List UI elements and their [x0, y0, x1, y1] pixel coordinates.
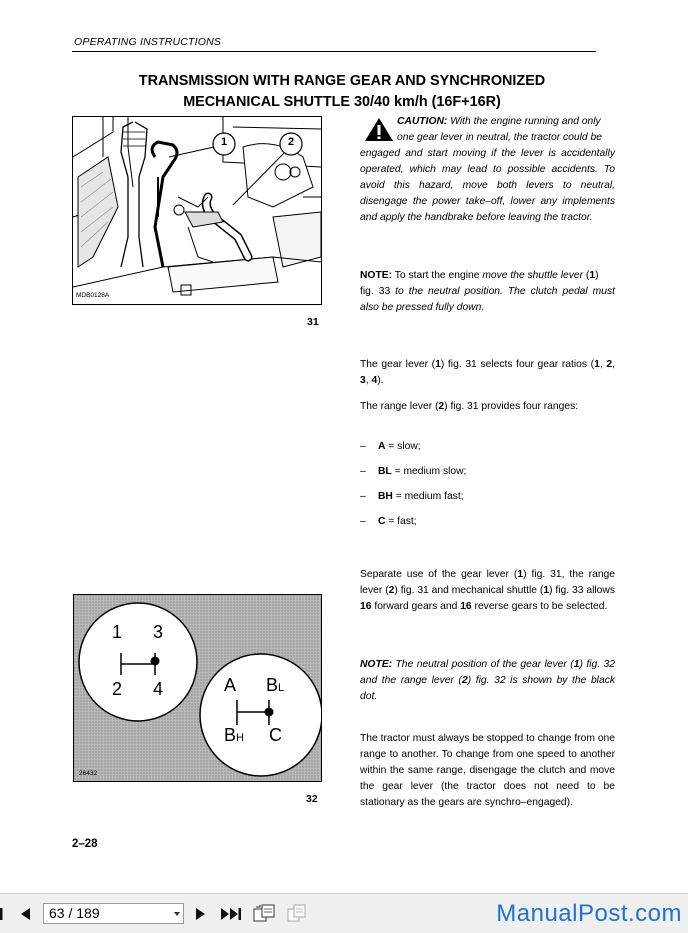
page-title — [72, 71, 612, 113]
figure-32-number: 32 — [306, 793, 318, 805]
warning-triangle-icon — [364, 117, 394, 142]
pages-view-icon — [253, 904, 277, 924]
range-label-b2: B — [224, 725, 237, 745]
first-page-button[interactable] — [0, 906, 6, 922]
figure-31-illustration — [72, 116, 322, 305]
previous-page-button[interactable] — [17, 906, 33, 922]
list-item: – BL = medium slow; — [360, 466, 467, 477]
page-number: 2–28 — [72, 838, 98, 850]
range-label-a: A — [224, 675, 237, 695]
page-view-icon — [286, 904, 308, 924]
caution-text-2: one gear lever in neutral, the tractor could be — [397, 132, 602, 143]
range-label-bh — [224, 725, 244, 746]
first-page-icon — [0, 906, 6, 922]
range-label-c: C — [269, 725, 282, 745]
continuous-view-button[interactable] — [253, 904, 277, 924]
para-gear-lever: The gear lever (1) fig. 31 selects four gear ratios (1, 2, 3, 4). — [360, 359, 615, 386]
caution-text-rest: engaged and start moving if the lever is accidentally operated, which may lead to possible accidents. To avoid this hazard, move both levers to neutral, disengage the power take–off, lower any implements and apply the handbrake before leaving the tractor. — [360, 148, 615, 223]
title-line-2: MECHANICAL SHUTTLE 30/40 km/h (16F+16R) — [183, 94, 501, 110]
gear-label-1: 1 — [112, 622, 123, 642]
note-shuttle: NOTE: To start the engine move the shuttle lever (1) fig. 33 to the neutral position. The clutch pedal must also be pressed fully down. — [360, 270, 615, 313]
last-page-icon — [220, 906, 242, 922]
section-header: OPERATING INSTRUCTIONS — [74, 36, 222, 48]
next-page-button[interactable] — [193, 906, 209, 922]
list-item: – BH = medium fast; — [360, 491, 464, 502]
title-line-1: TRANSMISSION WITH RANGE GEAR AND SYNCHRONIZED — [138, 73, 546, 89]
gear-label-3: 3 — [153, 622, 164, 642]
range-label-b: B — [266, 675, 279, 695]
callout-2: 2 — [287, 136, 295, 148]
para-range-lever: The range lever (2) fig. 31 provides four ranges: — [360, 401, 579, 412]
page-select[interactable] — [43, 903, 184, 924]
range-label-bh-sub: H — [236, 732, 244, 744]
list-item: – C = fast; — [360, 516, 417, 527]
note-neutral-position: NOTE: The neutral position of the gear lever (1) fig. 32 and the range lever (2) fig. 32 is shown by the black dot. — [360, 659, 615, 702]
figure-32-code: 26432 — [79, 770, 98, 777]
range-label-bl — [266, 675, 284, 696]
figure-32-shift-diagram — [73, 594, 322, 782]
single-page-view-button[interactable] — [286, 904, 308, 924]
page-indicator: 63 / 189 — [49, 905, 100, 921]
para-range-change: The tractor must always be stopped to change from one range to another. To change from one speed to another within the same range, disengage the clutch and move the gear lever (the tractor does not need to be stationary as the gears are synchro–engaged). — [360, 733, 615, 808]
last-page-button[interactable] — [220, 906, 242, 922]
range-label-bl-sub: L — [278, 682, 285, 694]
chevron-down-icon — [174, 912, 180, 916]
next-page-icon — [193, 906, 209, 922]
figure-code: MDB0128A — [76, 292, 110, 299]
caution-text-1: With the engine running and only — [447, 116, 601, 127]
caution-label: CAUTION: — [397, 116, 448, 127]
para-separate-use: Separate use of the gear lever (1) fig. 31, the range lever (2) fig. 31 and mechanical shuttle (1) fig. 33 allows 16 forward gears and 16 reverse gears to be selected. — [360, 569, 615, 612]
gear-label-4: 4 — [153, 679, 164, 699]
header-rule — [72, 51, 596, 52]
callout-1: 1 — [220, 136, 228, 148]
figure-31-number: 31 — [307, 316, 319, 328]
list-item: – A = slow; — [360, 441, 421, 452]
previous-page-icon — [17, 906, 33, 922]
site-brand-logo[interactable]: ManualPost.com — [496, 900, 682, 927]
gear-label-2: 2 — [112, 679, 123, 699]
